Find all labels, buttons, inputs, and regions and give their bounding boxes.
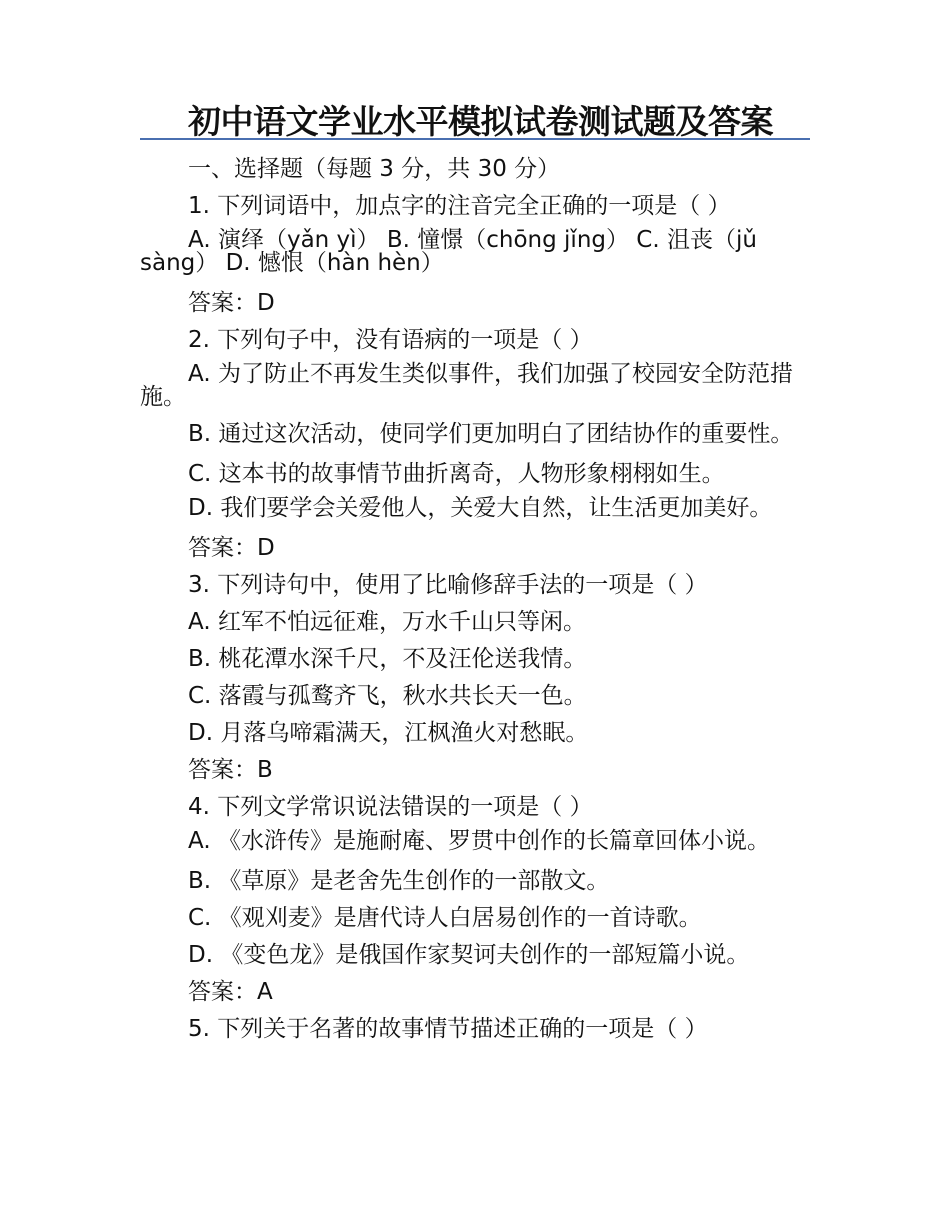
question-2-option-b: B. 通过这次活动，使同学们更加明白了团结协作的重要性。	[188, 421, 794, 447]
question-1-options: A. 演绎（yǎn yì） B. 憧憬（chōng jǐng） C. 沮丧（jǔ sàng） D. 憾恨（hàn hèn）	[140, 227, 757, 276]
question-3-answer: 答案：B	[188, 757, 273, 783]
exam-content	[140, 155, 808, 1052]
document-title: 初中语文学业水平模拟试卷测试题及答案	[188, 102, 773, 141]
question-2-stem: 2. 下列句子中，没有语病的一项是（ ）	[188, 327, 593, 353]
question-3-stem: 3. 下列诗句中，使用了比喻修辞手法的一项是（ ）	[188, 572, 708, 598]
question-4-option-c: C. 《观刈麦》是唐代诗人白居易创作的一首诗歌。	[188, 905, 702, 931]
question-1-answer: 答案：D	[188, 290, 275, 316]
question-2-option-a: A. 为了防止不再发生类似事件，我们加强了校园安全防范措施。	[140, 361, 793, 410]
question-4-option-b: B. 《草原》是老舍先生创作的一部散文。	[188, 868, 610, 894]
question-4-option-a: A. 《水浒传》是施耐庵、罗贯中创作的长篇章回体小说。	[188, 828, 770, 854]
question-1-stem: 1. 下列词语中，加点字的注音完全正确的一项是（ ）	[188, 193, 731, 219]
question-2-answer: 答案：D	[188, 535, 275, 561]
question-3-option-b: B. 桃花潭水深千尺，不及汪伦送我情。	[188, 646, 587, 672]
question-2-option-d: D. 我们要学会关爱他人，关爱大自然，让生活更加美好。	[188, 495, 773, 521]
title-underline	[140, 138, 810, 140]
question-3-option-c: C. 落霞与孤鹜齐飞，秋水共长天一色。	[188, 683, 587, 709]
question-3-option-a: A. 红军不怕远征难，万水千山只等闲。	[188, 609, 586, 635]
question-5-stem: 5. 下列关于名著的故事情节描述正确的一项是（ ）	[188, 1016, 708, 1042]
question-4-stem: 4. 下列文学常识说法错误的一项是（ ）	[188, 794, 593, 820]
question-4-answer: 答案：A	[188, 979, 273, 1005]
question-3-option-d: D. 月落乌啼霜满天，江枫渔火对愁眠。	[188, 720, 589, 746]
question-4-option-d: D. 《变色龙》是俄国作家契诃夫创作的一部短篇小说。	[188, 942, 750, 968]
section-heading: 一、选择题（每题 3 分，共 30 分）	[188, 156, 561, 182]
question-2-option-c: C. 这本书的故事情节曲折离奇，人物形象栩栩如生。	[188, 461, 725, 487]
